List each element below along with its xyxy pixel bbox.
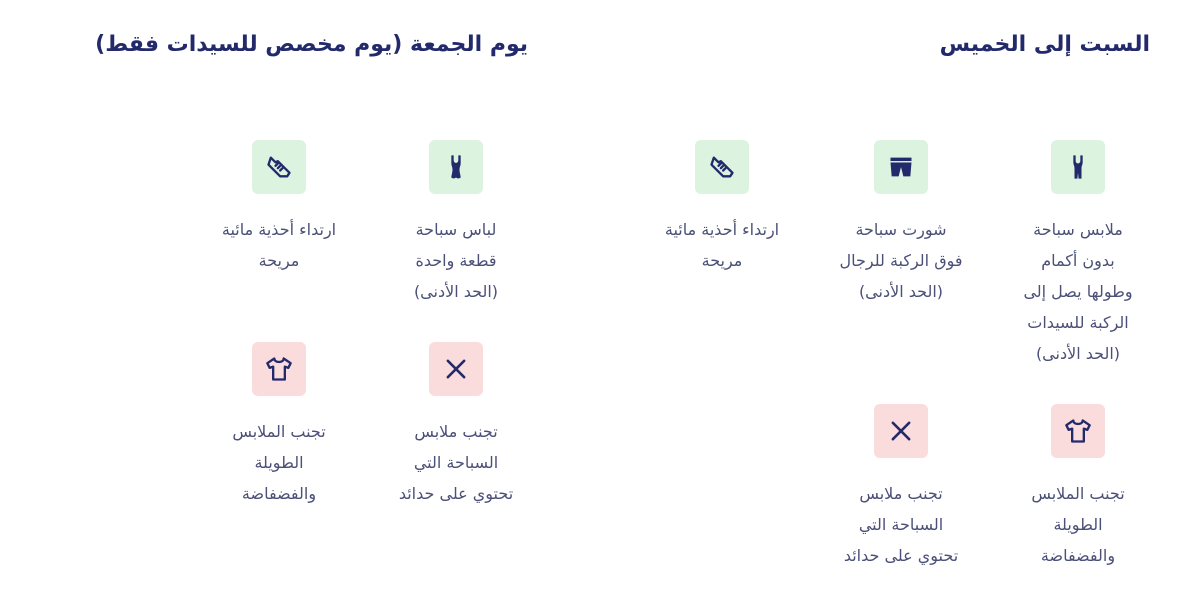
rule-label: تجنب ملابس السباحة التي تحتوي على حدائد (398, 422, 514, 503)
rule-item-avoid-loose-clothing (204, 342, 354, 509)
rule-item-water-shoes (647, 140, 797, 276)
section-title-friday: يوم الجمعة (يوم مخصص للسيدات فقط) (95, 32, 528, 57)
section-title-saturday-thursday: السبت إلى الخميس (939, 32, 1150, 57)
rule-label: ارتداء أحذية مائية مريحة (664, 220, 780, 270)
water-shoe-icon (695, 140, 749, 194)
one-piece-swimsuit-icon (429, 140, 483, 194)
rule-label: تجنب الملابس الطويلة والفضفاضة (1031, 484, 1125, 565)
tshirt-icon (252, 342, 306, 396)
rule-item-swim-shorts-men (826, 140, 976, 307)
rule-label: شورت سباحة فوق الركبة للرجال (الحد الأدنى) (839, 220, 963, 301)
rule-item-avoid-loose-clothing (1003, 404, 1153, 571)
rule-item-one-piece-swimsuit (381, 140, 531, 307)
swimsuit-icon (1051, 140, 1105, 194)
tshirt-icon (1051, 404, 1105, 458)
rule-label: تجنب ملابس السباحة التي تحتوي على حدائد (843, 484, 959, 565)
cross-icon (874, 404, 928, 458)
rule-label: ملابس سباحة بدون أكمام وطولها يصل إلى الركبة للسيدات (الحد الأدنى) (1023, 220, 1133, 363)
cross-icon (429, 342, 483, 396)
swim-shorts-icon (874, 140, 928, 194)
water-shoe-icon (252, 140, 306, 194)
rule-label: ارتداء أحذية مائية مريحة (221, 220, 337, 270)
rule-item-avoid-metal-swimwear (826, 404, 976, 571)
rule-label: تجنب الملابس الطويلة والفضفاضة (232, 422, 326, 503)
rule-item-swimsuit-women (1003, 140, 1153, 369)
rule-item-water-shoes (204, 140, 354, 276)
rule-item-avoid-metal-swimwear (381, 342, 531, 509)
rule-label: لباس سباحة قطعة واحدة (الحد الأدنى) (413, 220, 499, 301)
